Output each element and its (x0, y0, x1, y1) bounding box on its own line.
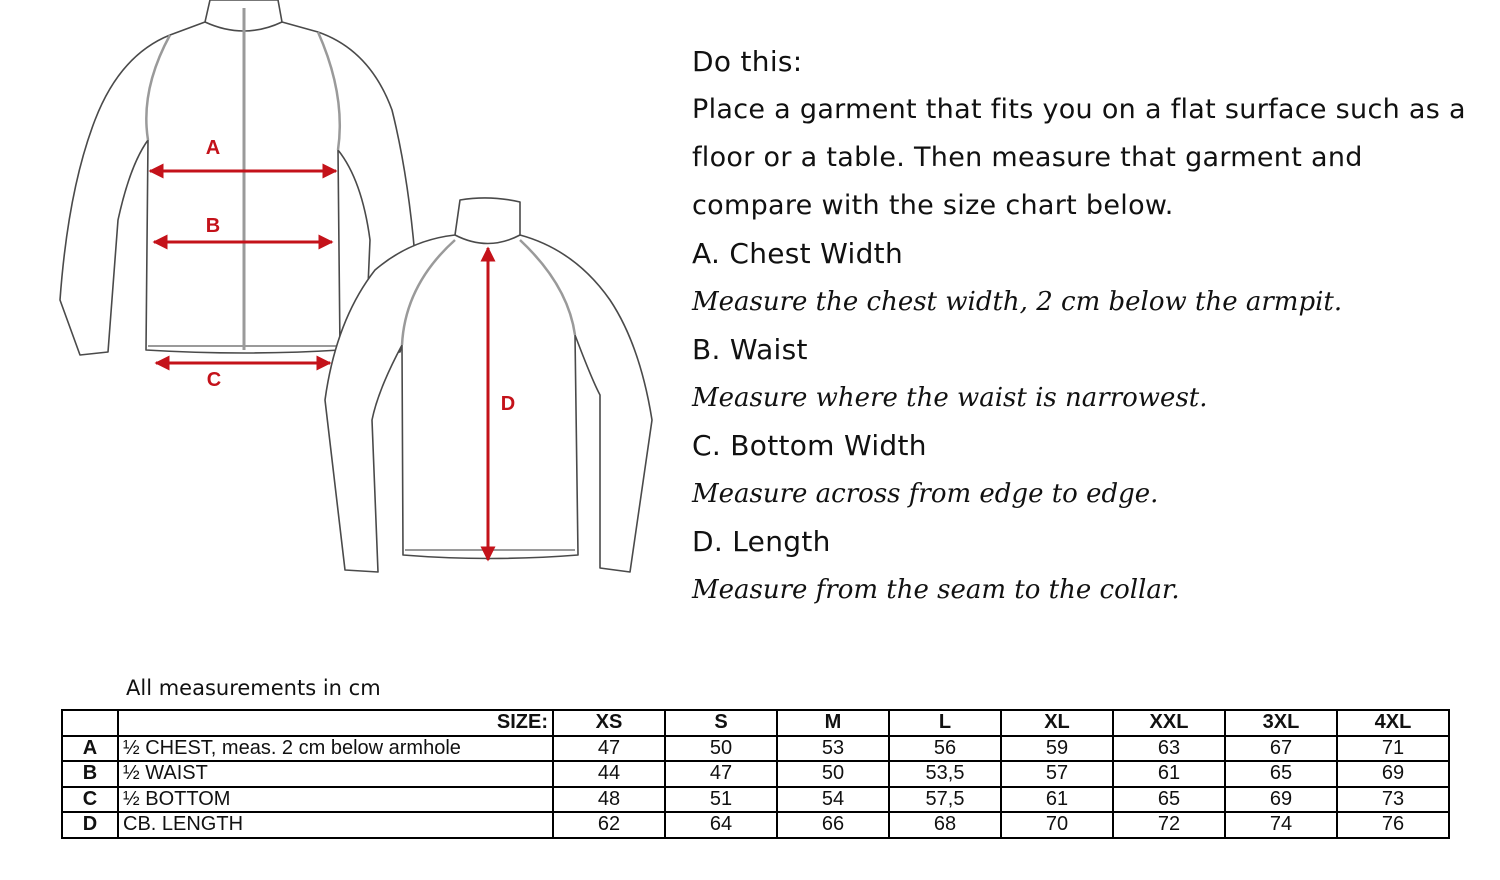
size-label: SIZE: (118, 710, 553, 736)
table-row (62, 761, 1449, 787)
size-header-xs: XS (553, 710, 665, 736)
table-cell: 64 (665, 812, 777, 838)
chest-width-heading: A. Chest Width (692, 237, 904, 270)
table-row (62, 787, 1449, 813)
intro-line: floor or a table. Then measure that garment and (692, 142, 1363, 173)
table-cell: 69 (1337, 761, 1449, 787)
table-row (62, 812, 1449, 838)
table-cell: 69 (1225, 787, 1337, 813)
row-label: ½ CHEST, meas. 2 cm below armhole (118, 736, 553, 762)
waist-description: Measure where the waist is narrowest. (692, 383, 1208, 413)
table-cell: 61 (1113, 761, 1225, 787)
table-cell: 54 (777, 787, 889, 813)
table-cell: 47 (665, 761, 777, 787)
size-header-3xl: 3XL (1225, 710, 1337, 736)
row-letter: D (62, 812, 118, 838)
size-chart-table (61, 709, 1450, 839)
table-cell: 51 (665, 787, 777, 813)
chest-width-description: Measure the chest width, 2 cm below the armpit. (692, 287, 1343, 317)
table-cell: 50 (777, 761, 889, 787)
garment-illustration (0, 0, 680, 620)
table-cell: 47 (553, 736, 665, 762)
label-a: A (205, 137, 221, 159)
row-letter: A (62, 736, 118, 762)
row-letter: C (62, 787, 118, 813)
waist-heading: B. Waist (692, 333, 808, 366)
table-cell: 67 (1225, 736, 1337, 762)
label-c: C (206, 369, 222, 391)
size-header-row (62, 710, 1449, 736)
table-cell: 65 (1225, 761, 1337, 787)
row-letter: B (62, 761, 118, 787)
label-d: D (500, 393, 516, 415)
size-header-l: L (889, 710, 1001, 736)
row-label: ½ BOTTOM (118, 787, 553, 813)
table-cell: 63 (1113, 736, 1225, 762)
units-note: All measurements in cm (126, 676, 381, 700)
table-cell: 53,5 (889, 761, 1001, 787)
measuring-instructions (692, 38, 1482, 614)
length-heading: D. Length (692, 525, 831, 558)
table-cell: 57 (1001, 761, 1113, 787)
table-cell: 62 (553, 812, 665, 838)
table-cell: 68 (889, 812, 1001, 838)
table-cell: 65 (1113, 787, 1225, 813)
size-header-s: S (665, 710, 777, 736)
instructions-title: Do this: (692, 45, 803, 78)
table-cell: 71 (1337, 736, 1449, 762)
intro-line: Place a garment that fits you on a flat surface such as a (692, 94, 1466, 125)
bottom-width-heading: C. Bottom Width (692, 429, 927, 462)
table-cell: 70 (1001, 812, 1113, 838)
label-b: B (205, 215, 221, 237)
table-cell: 61 (1001, 787, 1113, 813)
table-cell: 57,5 (889, 787, 1001, 813)
size-header-4xl: 4XL (1337, 710, 1449, 736)
table-cell: 50 (665, 736, 777, 762)
table-cell: 56 (889, 736, 1001, 762)
table-cell: 72 (1113, 812, 1225, 838)
table-cell: 73 (1337, 787, 1449, 813)
bottom-width-description: Measure across from edge to edge. (692, 479, 1159, 509)
table-cell: 59 (1001, 736, 1113, 762)
size-header-xl: XL (1001, 710, 1113, 736)
table-cell: 76 (1337, 812, 1449, 838)
size-header-xxl: XXL (1113, 710, 1225, 736)
table-row (62, 736, 1449, 762)
row-label: ½ WAIST (118, 761, 553, 787)
corner-cell (62, 710, 118, 736)
table-cell: 53 (777, 736, 889, 762)
table-cell: 48 (553, 787, 665, 813)
table-cell: 66 (777, 812, 889, 838)
intro-line: compare with the size chart below. (692, 190, 1174, 221)
length-description: Measure from the seam to the collar. (692, 575, 1180, 605)
row-label: CB. LENGTH (118, 812, 553, 838)
table-cell: 44 (553, 761, 665, 787)
size-header-m: M (777, 710, 889, 736)
table-cell: 74 (1225, 812, 1337, 838)
